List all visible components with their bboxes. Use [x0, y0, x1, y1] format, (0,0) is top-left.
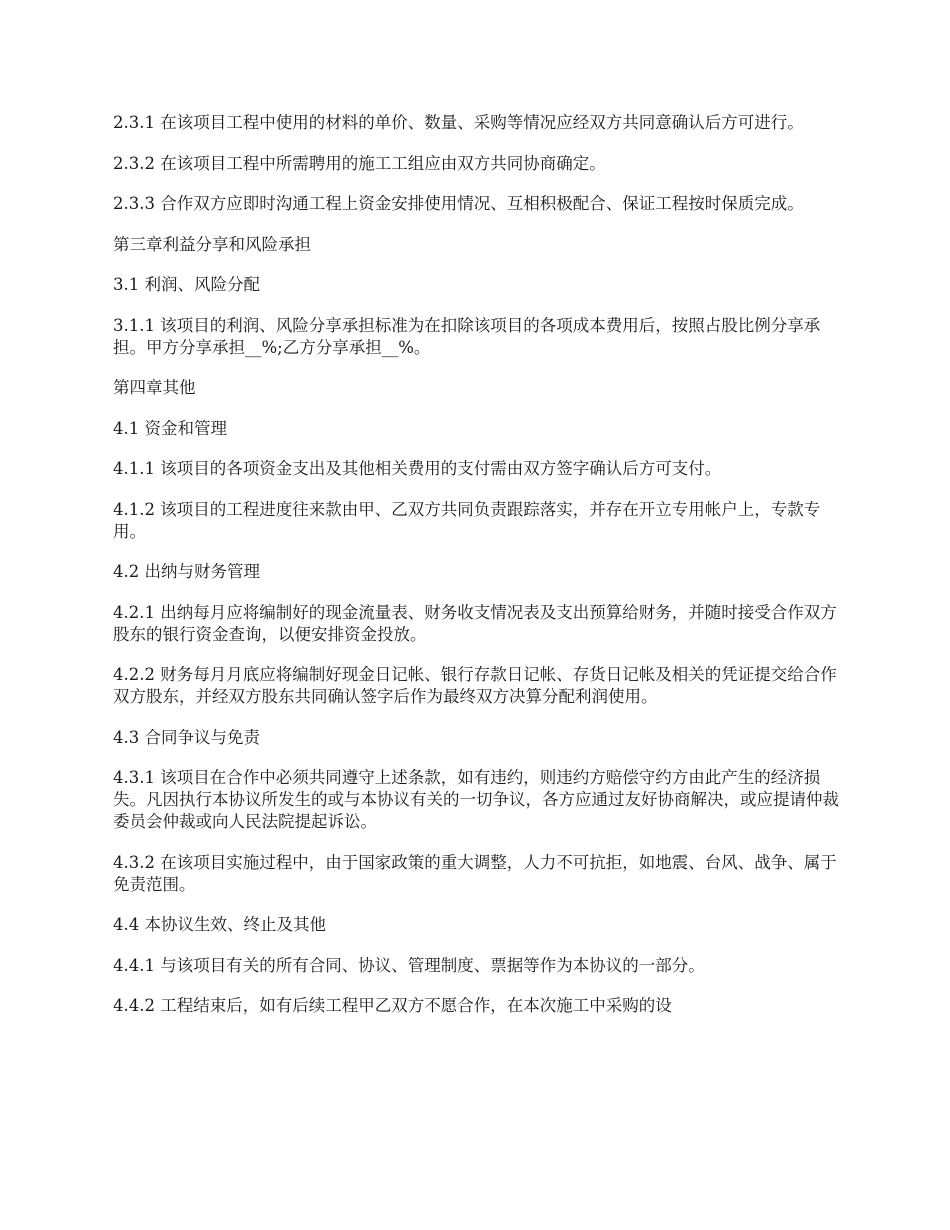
- clause-4-3-1: 4.3.1 该项目在合作中必须共同遵守上述条款，如有违约，则违约方赔偿守约方由此产生的经济损失。凡因执行本协议所发生的或与本协议有关的一切争议，各方应通过友好协商解决，或应提请仲裁委员会仲裁或向人民法院提起诉讼。: [113, 768, 839, 831]
- clause-4-4-1: 4.4.1 与该项目有关的所有合同、协议、管理制度、票据等作为本协议的一部分。: [113, 955, 705, 975]
- section-4-1-heading: 4.1 资金和管理: [113, 418, 227, 438]
- section-4-4-heading: 4.4 本协议生效、终止及其他: [113, 915, 326, 934]
- clause-3-1-1: 3.1.1 该项目的利润、风险分享承担标准为在扣除该项目的各项成本费用后，按照占股比例分享承担。甲方分享承担__%;乙方分享承担__%。: [113, 315, 821, 357]
- clause-4-2-2: 4.2.2 财务每月月底应将编制好现金日记帐、银行存款日记帐、存货日记帐及相关的凭证提交给合作双方股东，并经双方股东共同确认签字后作为最终双方决算分配利润使用。: [113, 665, 837, 706]
- document-page: [113, 112, 843, 1036]
- clause-2-3-2: 2.3.2 在该项目工程中所需聘用的施工工组应由双方共同协商确定。: [113, 153, 606, 173]
- chapter-4-heading: 第四章其他: [113, 378, 196, 397]
- section-4-2-heading: 4.2 出纳与财务管理: [113, 562, 260, 581]
- clause-4-1-1: 4.1.1 该项目的各项资金支出及其他相关费用的支付需由双方签字确认后方可支付。: [113, 459, 722, 478]
- chapter-3-heading: 第三章利益分享和风险承担: [113, 234, 311, 254]
- clause-2-3-3: 2.3.3 合作双方应即时沟通工程上资金安排使用情况、互相积极配合、保证工程按时保质完成。: [113, 194, 804, 213]
- section-3-1-heading: 3.1 利润、风险分配: [113, 275, 260, 294]
- clause-4-3-2: 4.3.2 在该项目实施过程中，由于国家政策的重大调整，人力不可抗拒，如地震、台风、战争、属于免责范围。: [113, 852, 837, 894]
- clause-4-2-1: 4.2.1 出纳每月应将编制好的现金流量表、财务收支情况表及支出预算给财务，并随时接受合作双方股东的银行资金查询，以便安排资金投放。: [113, 602, 837, 644]
- clause-4-1-2: 4.1.2 该项目的工程进度往来款由甲、乙双方共同负责跟踪落实，并存在开立专用帐户上，专款专用。: [113, 499, 821, 541]
- section-4-3-heading: 4.3 合同争议与免责: [113, 727, 260, 747]
- clause-4-4-2: 4.4.2 工程结束后，如有后续工程甲乙双方不愿合作，在本次施工中采购的设: [113, 996, 672, 1015]
- clause-2-3-1: 2.3.1 在该项目工程中使用的材料的单价、数量、采购等情况应经双方共同意确认后方可进行。: [113, 113, 804, 132]
